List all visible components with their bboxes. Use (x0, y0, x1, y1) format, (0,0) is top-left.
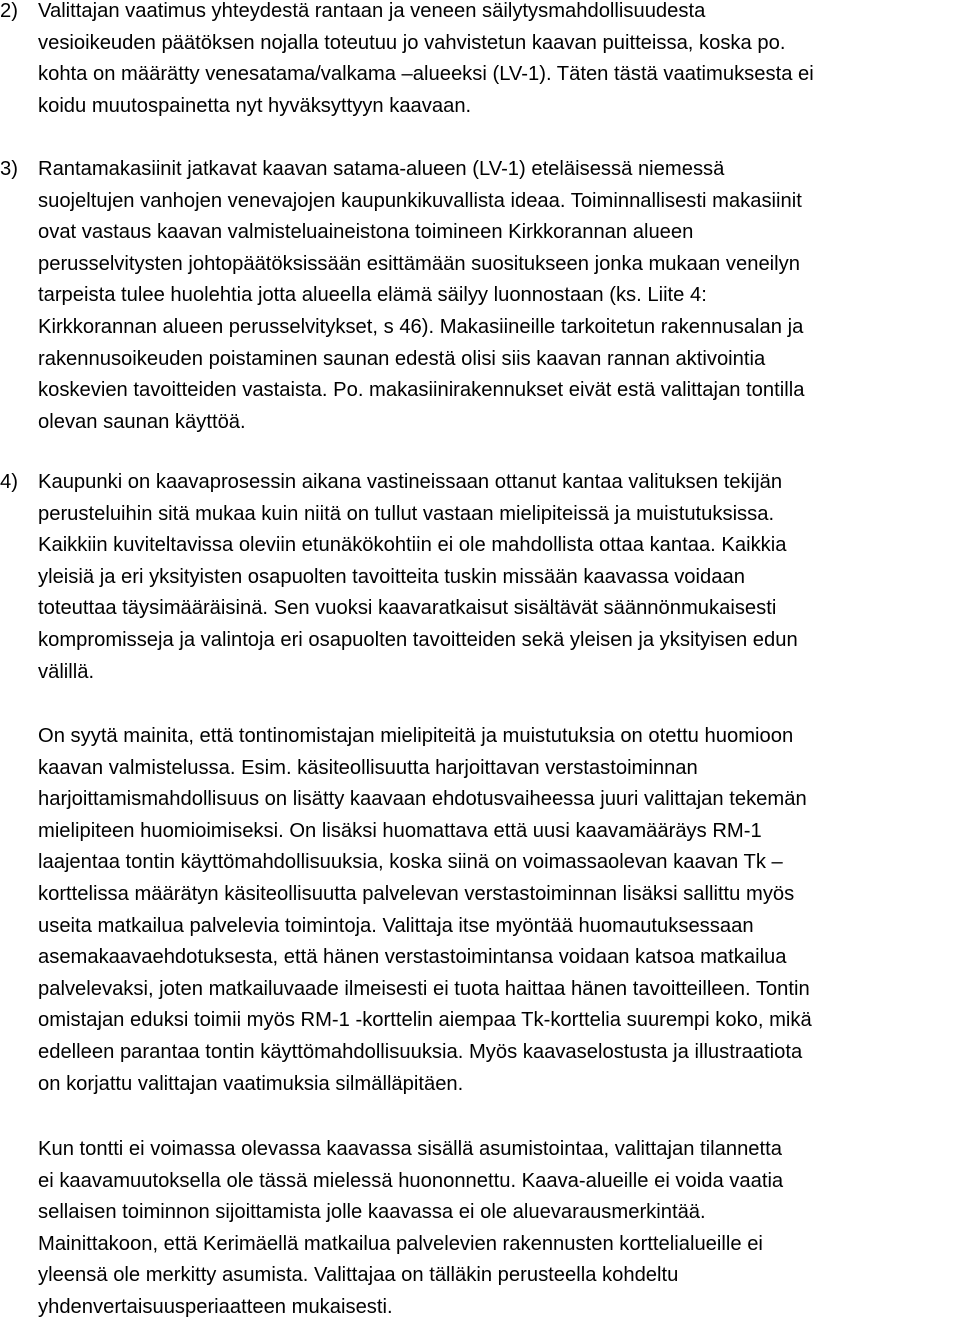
list-item-2-line-4: koidu muutospainetta nyt hyväksyttyyn kaavaan. (38, 94, 472, 117)
list-item-2 (0, 0, 814, 122)
paragraph-5-line-7: useita matkailua palvelevia toimintoja. Valittaja itse myöntää huomautuksessaan (38, 914, 754, 937)
list-item-4-line-6: kompromisseja ja valintoja eri osapuolten tavoitteiden sekä yleisen ja yksityisen edun (38, 628, 798, 651)
list-item-4-number: 4) (0, 471, 18, 493)
list-item-4-text-1: Kaupunki on kaavaprosessin aikana vastineissaan ottanut kantaa valituksen tekijän (38, 471, 783, 493)
list-item-3-line-9: olevan saunan käyttöä. (38, 410, 246, 433)
paragraph-6-line-2: ei kaavamuutoksella ole tässä mielessä huononnettu. Kaava-alueille ei voida vaatia (38, 1169, 784, 1192)
list-item-2-line-1 (0, 0, 814, 28)
list-item-3-line-7: rakennusoikeuden poistaminen saunan edestä olisi siis kaavan rannan aktivointia (38, 347, 766, 370)
list-item-3 (0, 154, 804, 438)
list-item-2-text-1: Valittajan vaatimus yhteydestä rantaan ja veneen säilytysmahdollisuudesta (38, 0, 706, 22)
paragraph-5-line-6: korttelissa määrätyn käsiteollisuutta palvelevan verstastoiminnan lisäksi sallittu myös (38, 882, 795, 905)
list-item-3-line-2: suojeltujen vanhojen venevajojen kaupunkikuvallista ideaa. Toiminnallisesti makasiinit (38, 189, 802, 212)
list-item-4-line-3: Kaikkiin kuviteltavissa oleviin etunäkökohtiin ei ole mahdollista ottaa kantaa. Kaikkia (38, 534, 787, 557)
paragraph-5-line-5: laajentaa tontin käyttömahdollisuuksia, koska siinä on voimassaolevan kaavan Tk – (38, 851, 783, 874)
list-item-3-line-4: perusselvitysten johtopäätöksissään esittämään suositukseen jonka mukaan veneilyn (38, 252, 800, 275)
list-item-4-line-5: toteuttaa täysimääräisinä. Sen vuoksi kaavaratkaisut sisältävät säännönmukaisesti (38, 597, 777, 620)
paragraph-5-line-1: On syytä mainita, että tontinomistajan mielipiteitä ja muistutuksia on otettu huomioon (38, 725, 794, 747)
paragraph-6-line-5: yleensä ole merkitty asumista. Valittajaa on tälläkin perusteella kohdeltu (38, 1264, 679, 1287)
paragraph-6-line-4: Mainittakoon, että Kerimäellä matkailua palvelevien rakennusten korttelialueille ei (38, 1232, 763, 1255)
list-item-4-line-4: yleisiä ja eri yksityisten osapuolten tavoitteita tuskin missään kaavassa voidaan (38, 565, 745, 588)
list-item-4-line-1 (0, 467, 798, 499)
list-item-3-line-6: Kirkkorannan alueen perusselvitykset, s 46). Makasiineille tarkoitetun rakennusalan ja (38, 315, 804, 338)
paragraph-6-line-6: yhdenvertaisuusperiaatteen mukaisesti. (38, 1295, 393, 1318)
list-item-2-number: 2) (0, 0, 18, 22)
list-item-3-text-1: Rantamakasiinit jatkavat kaavan satama-alueen (LV-1) eteläisessä niemessä (38, 158, 725, 180)
paragraph-5-line-2: kaavan valmistelussa. Esim. käsiteollisuutta harjoittavan verstastoiminnan (38, 756, 698, 779)
paragraph-5-line-9: palvelevaksi, joten matkailuvaade ilmeisesti ei tuota haittaa hänen tavoitteilleen. Tontin (38, 977, 810, 1000)
list-item-3-number: 3) (0, 158, 18, 180)
paragraph-6 (0, 1134, 783, 1324)
list-item-3-line-3: ovat vastaus kaavan valmisteluaineistona toimineen Kirkkorannan alueen (38, 221, 694, 244)
list-item-2-line-3: kohta on määrätty venesatama/valkama –alueeksi (LV-1). Täten tästä vaatimuksesta ei (38, 63, 814, 86)
paragraph-5-line-4: mielipiteen huomioimiseksi. On lisäksi huomattava että uusi kaavamääräys RM-1 (38, 819, 762, 842)
paragraph-6-line-3: sellaisen toiminnon sijoittamista jolle kaavassa ei ole aluevarausmerkintää. (38, 1201, 706, 1224)
list-item-4-line-7: välillä. (38, 660, 95, 683)
paragraph-5-line-10: omistajan eduksi toimii myös RM-1 -korttelin aiempaa Tk-korttelia suurempi koko, mikä (38, 1009, 812, 1032)
paragraph-5-line-12: on korjattu valittajan vaatimuksia silmälläpitäen. (38, 1072, 464, 1095)
paragraph-5-line-3: harjoittamismahdollisuus on lisätty kaavaan ehdotusvaiheessa juuri valittajan tekemän (38, 788, 807, 811)
paragraph-5-line-8: asemakaavaehdotuksesta, että hänen verstastoimintansa voidaan katsoa matkailua (38, 946, 787, 969)
paragraph-5-line-11: edelleen parantaa tontin käyttömahdollisuuksia. Myös kaavaselostusta ja illustraatiota (38, 1040, 803, 1063)
list-item-2-line-2: vesioikeuden päätöksen nojalla toteutuu jo vahvistetun kaavan puitteissa, koska po. (38, 31, 786, 54)
list-item-3-line-8: koskevien tavoitteiden vastaista. Po. makasiinirakennukset eivät estä valittajan tontilla (38, 379, 805, 402)
list-item-3-line-1 (0, 154, 804, 186)
paragraph-5 (0, 721, 812, 1100)
paragraph-6-line-1: Kun tontti ei voimassa olevassa kaavassa sisällä asumistointaa, valittajan tilannetta (38, 1138, 782, 1160)
list-item-4-line-2: perusteluihin sitä mukaa kuin niitä on tullut vastaan mielipiteissä ja muistutuksissa. (38, 502, 775, 525)
list-item-4 (0, 467, 798, 688)
list-item-3-line-5: tarpeista tulee huolehtia jotta alueella elämä säilyy luonnostaan (ks. Liite 4: (38, 284, 707, 307)
